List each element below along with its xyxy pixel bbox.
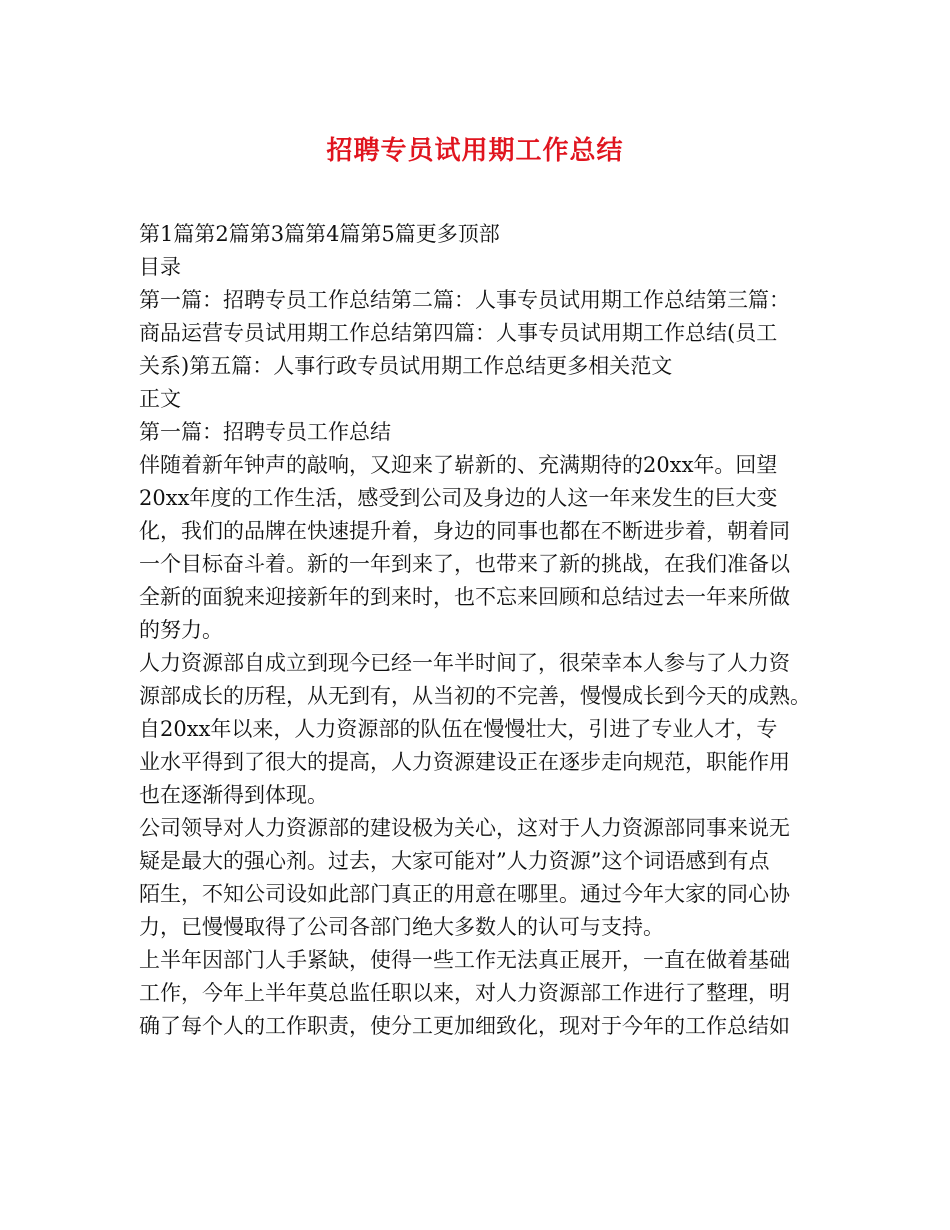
paragraph-line: 公司领导对人力资源部的建设极为关心，这对于人力资源部同事来说无: [139, 816, 790, 840]
paragraph-line: 工作，今年上半年莫总监任职以来，对人力资源部工作进行了整理，明: [139, 981, 790, 1005]
body-heading: 正文: [139, 387, 181, 411]
paragraph-line: 自20xx年以来，人力资源部的队伍在慢慢壮大，引进了专业人才，专: [139, 717, 778, 741]
paragraph-line: 陌生，不知公司设如此部门真正的用意在哪里。通过今年大家的同心协: [139, 882, 790, 906]
paragraph-line: 力，已慢慢取得了公司各部门绝大多数人的认可与支持。: [139, 915, 664, 939]
paragraph-line: 化，我们的品牌在快速提升着，身边的同事也都在不断进步着，朝着同: [139, 519, 790, 543]
toc-line: 关系)第五篇：人事行政专员试用期工作总结更多相关范文: [139, 354, 673, 378]
paragraph-line: 确了每个人的工作职责，使分工更加细致化，现对于今年的工作总结如: [139, 1014, 790, 1038]
document-body: [139, 218, 829, 1043]
paragraph-line: 20xx年度的工作生活，感受到公司及身边的人这一年来发生的巨大变: [139, 486, 778, 510]
paragraph-line: 也在逐渐得到体现。: [139, 783, 328, 807]
nav-links-line: 第1篇第2篇第3篇第4篇第5篇更多顶部: [139, 222, 500, 246]
paragraph-line: 业水平得到了很大的提高，人力资源建设正在逐步走向规范，职能作用: [139, 750, 790, 774]
paragraph-line: 人力资源部自成立到现今已经一年半时间了，很荣幸本人参与了人力资: [139, 651, 790, 675]
paragraph-line: 一个目标奋斗着。新的一年到来了，也带来了新的挑战，在我们准备以: [139, 552, 790, 576]
section-heading: 第一篇：招聘专员工作总结: [139, 420, 391, 444]
paragraph-line: 的努力。: [139, 618, 223, 642]
paragraph-line: 疑是最大的强心剂。过去，大家可能对”人力资源”这个词语感到有点: [139, 849, 770, 873]
toc-heading: 目录: [139, 255, 181, 279]
paragraph-line: 源部成长的历程，从无到有，从当初的不完善，慢慢成长到今天的成熟。: [139, 684, 811, 708]
toc-line: 第一篇：招聘专员工作总结第二篇：人事专员试用期工作总结第三篇：: [139, 288, 790, 312]
paragraph-line: 伴随着新年钟声的敲响，又迎来了崭新的、充满期待的20xx年。回望: [139, 453, 778, 477]
toc-line: 商品运营专员试用期工作总结第四篇：人事专员试用期工作总结(员工: [139, 321, 778, 345]
paragraph-line: 上半年因部门人手紧缺，使得一些工作无法真正展开，一直在做着基础: [139, 948, 790, 972]
document-title: 招聘专员试用期工作总结: [326, 136, 624, 166]
paragraph-line: 全新的面貌来迎接新年的到来时，也不忘来回顾和总结过去一年来所做: [139, 585, 790, 609]
